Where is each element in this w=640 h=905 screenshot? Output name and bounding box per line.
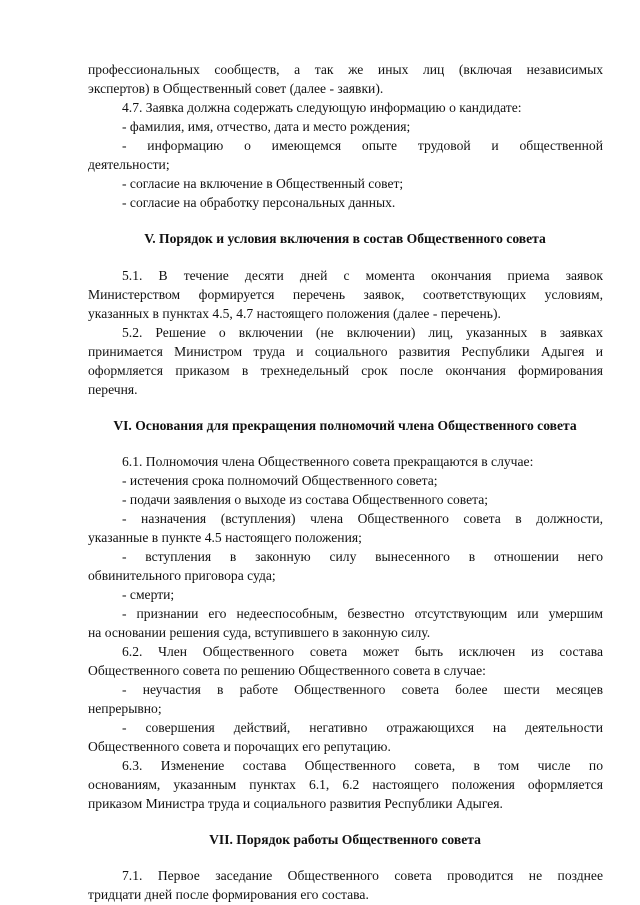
text-line: 6.1. Полномочия члена Общественного совета прекращаются в случае: (122, 454, 534, 469)
text-line: основаниям, указанным пунктах 6.1, 6.2 настоящего положения оформляется (88, 777, 603, 792)
text-line: 5.2. Решение о включении (не включении) лиц, указанных в заявках (122, 325, 603, 340)
text-line: обвинительного приговора суда; (88, 568, 276, 583)
text-line: - подачи заявления о выходе из состава Общественного совета; (122, 492, 489, 507)
section-heading: VII. Порядок работы Общественного совета (209, 832, 481, 847)
text-line: указанные в пункте 4.5 настоящего положения; (88, 530, 362, 545)
text-line: - смерти; (122, 587, 175, 602)
text-line: - согласие на обработку персональных данных. (122, 195, 396, 210)
section-heading: V. Порядок и условия включения в состав Общественного совета (144, 231, 546, 246)
text-line: экспертов) в Общественный совет (далее - заявки). (88, 81, 384, 96)
text-line: - признании его недееспособным, безвестно отсутствующим или умершим (122, 606, 603, 621)
text-line: указанных в пунктах 4.5, 4.7 настоящего положения (далее - перечень). (88, 306, 501, 321)
text-line: - вступления в законную силу вынесенного в отношении него (122, 549, 603, 564)
text-line: деятельности; (88, 157, 170, 172)
text-line: - неучастия в работе Общественного совета более шести месяцев (122, 682, 603, 697)
text-line: - совершения действий, негативно отражающихся на деятельности (122, 720, 603, 735)
text-line: 4.7. Заявка должна содержать следующую информацию о кандидате: (122, 100, 522, 115)
text-line: Общественного совета по решению Общественного совета в случае: (88, 663, 486, 678)
text-line: - назначения (вступления) члена Общественного совета в должности, (122, 511, 603, 526)
text-line: Общественного совета и порочащих его репутацию. (88, 739, 391, 754)
text-line: приказом Министра труда и социального развития Республики Адыгея. (88, 796, 503, 811)
text-line: 5.1. В течение десяти дней с момента окончания приема заявок (122, 268, 603, 283)
text-line: непрерывно; (88, 701, 162, 716)
text-line: 7.1. Первое заседание Общественного совета проводится не позднее (122, 868, 603, 883)
text-line: на основании решения суда, вступившего в законную силу. (88, 625, 431, 640)
text-line: принимается Министром труда и социального развития Республики Адыгея и (88, 344, 603, 359)
text-line: оформляется приказом в трехнедельный срок после окончания формирования (88, 363, 603, 378)
text-line: тридцати дней после формирования его состава. (88, 887, 369, 902)
text-line: профессиональных сообществ, а так же иных лиц (включая независимых (88, 62, 603, 77)
text-line: - истечения срока полномочий Общественного совета; (122, 473, 438, 488)
section-heading: VI. Основания для прекращения полномочий члена Общественного совета (113, 418, 577, 433)
text-line: перечня. (88, 382, 138, 397)
text-line: 6.2. Член Общественного совета может быть исключен из состава (122, 644, 603, 659)
text-line: - фамилия, имя, отчество, дата и место рождения; (122, 119, 411, 134)
text-line: Министерством формируется перечень заявок, соответствующих условиям, (88, 287, 603, 302)
text-line: - согласие на включение в Общественный совет; (122, 176, 404, 191)
text-line: - информацию о имеющемся опыте трудовой и общественной (122, 138, 603, 153)
text-line: 6.3. Изменение состава Общественного совета, в том числе по (122, 758, 603, 773)
